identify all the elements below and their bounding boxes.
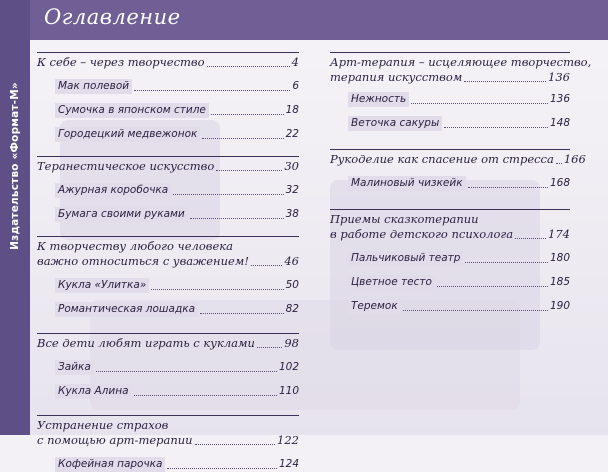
toc-section-entry[interactable] (330, 149, 586, 167)
toc-entry-title: Цветное тесто (348, 275, 435, 290)
toc-entry-title: К творчеству любого человека (37, 239, 233, 253)
dot-leader (134, 395, 277, 396)
toc-entry-title: Кофейная парочка (55, 457, 165, 472)
dot-leader (216, 170, 282, 171)
toc-entry-title: Приемы сказкотерапии (330, 212, 479, 226)
page-number: 46 (284, 254, 299, 268)
publisher-sidebar (0, 0, 30, 435)
toc-section-entry[interactable] (37, 52, 299, 70)
page-number: 136 (548, 70, 570, 84)
dot-leader (411, 103, 548, 104)
dot-leader (403, 310, 548, 311)
page-number: 110 (278, 385, 299, 397)
toc-subentry[interactable] (55, 360, 299, 375)
toc-entry-title: Сумочка в японском стиле (55, 103, 209, 118)
dot-leader (251, 265, 282, 266)
dot-leader (173, 194, 283, 195)
page-number: 174 (548, 227, 570, 241)
toc-entry-title: Малиновый чизкейк (348, 176, 466, 191)
page-number: 122 (277, 433, 299, 447)
page-number: 166 (563, 152, 586, 166)
page-number: 50 (285, 279, 299, 291)
page-number: 22 (285, 128, 299, 140)
toc-entry-title: важно относиться с уважением! (37, 254, 249, 268)
page-number: 190 (549, 300, 570, 312)
toc-entry-title: Зайка (55, 360, 94, 375)
toc-entry-title: Пальчиковый театр (348, 251, 463, 266)
page-number: 102 (278, 361, 299, 373)
dot-leader (464, 81, 546, 82)
toc-entry-title: Городецкий медвежонок (55, 127, 200, 142)
toc-entry-title: Кукла «Улитка» (55, 278, 149, 293)
toc-subentry[interactable] (55, 384, 299, 399)
toc-subentry[interactable] (348, 251, 570, 266)
toc-subentry[interactable] (55, 183, 299, 198)
dot-leader (195, 444, 275, 445)
toc-subentry[interactable] (55, 103, 299, 118)
dot-leader (444, 127, 548, 128)
toc-subentry[interactable] (55, 127, 299, 142)
dot-leader (207, 66, 290, 67)
dot-leader (437, 286, 548, 287)
toc-entry-title: Все дети любят играть с куклами (37, 336, 255, 350)
page-number: 32 (285, 184, 299, 196)
toc-entry-title: Теранестическое искусство (37, 159, 215, 173)
toc-subentry[interactable] (55, 302, 299, 317)
dot-leader (134, 90, 290, 91)
page-number: 4 (291, 55, 299, 69)
dot-leader (465, 262, 547, 263)
page-number: 98 (284, 336, 299, 350)
dot-leader (190, 218, 284, 219)
dot-leader (200, 313, 284, 314)
dot-leader (167, 468, 276, 469)
toc-right-column (330, 52, 592, 314)
dot-leader (468, 187, 548, 188)
toc-entry-title: с помощью арт-терапии (37, 433, 193, 447)
toc-entry-title: Веточка сакуры (348, 116, 442, 131)
page-number: 180 (549, 252, 570, 264)
toc-entry-title: в работе детского психолога (330, 227, 514, 241)
page-number: 6 (292, 80, 299, 92)
toc-entry-title: Устранение страхов (37, 418, 169, 432)
publisher-label: Издательство «Формат-М» (9, 82, 21, 250)
toc-subentry[interactable] (55, 207, 299, 222)
toc-entry-title: Теремок (348, 299, 401, 314)
dot-leader (515, 238, 546, 239)
toc-entry-title: Романтическая лошадка (55, 302, 198, 317)
toc-subentry[interactable] (55, 278, 299, 293)
dot-leader (257, 347, 282, 348)
toc-section-entry[interactable] (37, 156, 299, 174)
toc-left-column (37, 52, 299, 472)
page-number: 136 (549, 93, 570, 105)
toc-subentry[interactable] (348, 92, 570, 107)
toc-section-entry[interactable] (330, 52, 592, 85)
toc-entry-title: Нежность (348, 92, 409, 107)
toc-subentry[interactable] (55, 457, 299, 472)
dot-leader (211, 114, 284, 115)
dot-leader (556, 163, 562, 164)
toc-subentry[interactable] (348, 116, 570, 131)
toc-entry-title: Мак полевой (55, 79, 132, 94)
toc-section-entry[interactable] (37, 415, 299, 448)
toc-section-entry[interactable] (37, 236, 299, 269)
toc-entry-title: Кукла Алина (55, 384, 132, 399)
page-number: 168 (549, 177, 570, 189)
dot-leader (202, 138, 283, 139)
page-number: 124 (278, 458, 299, 470)
toc-subentry[interactable] (348, 176, 570, 191)
dot-leader (96, 371, 277, 372)
toc-entry-title: Арт-терапия – исцеляющее творчество, (330, 55, 592, 69)
page-number: 148 (549, 117, 570, 129)
toc-subentry[interactable] (348, 275, 570, 290)
dot-leader (151, 289, 283, 290)
toc-entry-title: Бумага своими руками (55, 207, 188, 222)
page-number: 30 (284, 159, 299, 173)
toc-entry-title: терапия искусством (330, 70, 463, 84)
page-number: 82 (285, 303, 299, 315)
toc-section-entry[interactable] (330, 209, 570, 242)
toc-entry-title: Рукоделие как спасение от стресса (330, 152, 554, 166)
toc-entry-title: Ажурная коробочка (55, 183, 171, 198)
toc-section-entry[interactable] (37, 333, 299, 351)
page-number: 18 (285, 104, 299, 116)
toc-subentry[interactable] (55, 79, 299, 94)
toc-entry-title: К себе – через творчество (37, 55, 205, 69)
page-number: 185 (549, 276, 570, 288)
page-number: 38 (285, 208, 299, 220)
toc-subentry[interactable] (348, 299, 570, 314)
page-title: Оглавление (44, 5, 181, 29)
